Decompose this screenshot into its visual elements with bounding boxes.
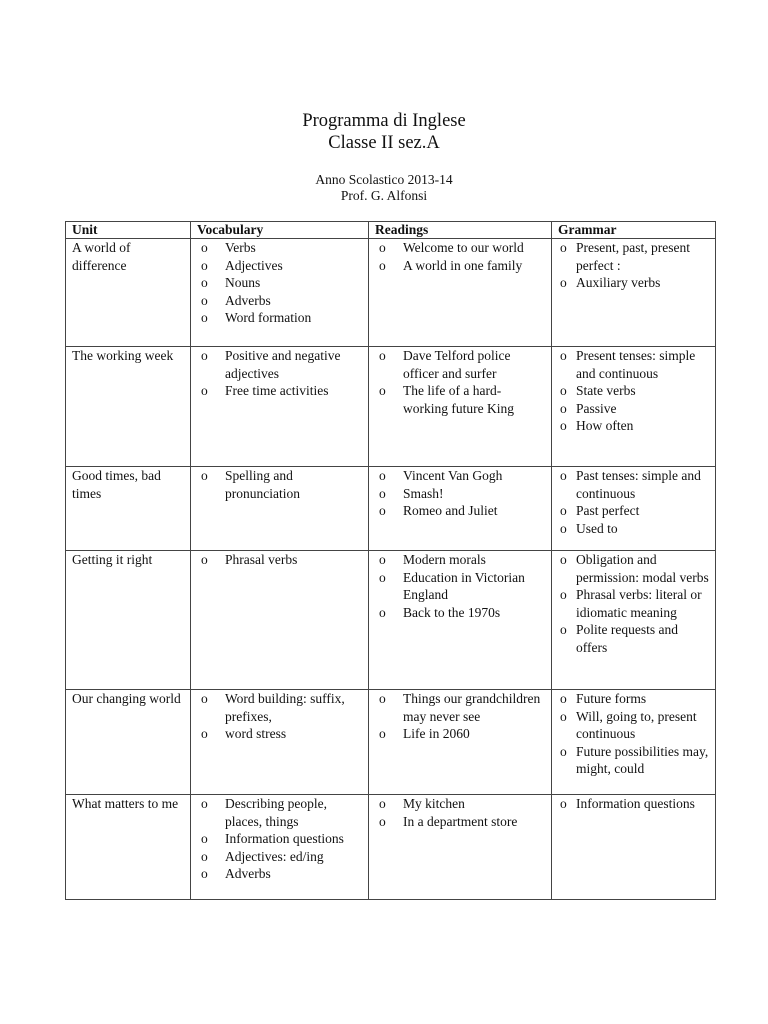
table-row [66, 690, 716, 795]
readings-cell [369, 467, 552, 551]
header-unit: Unit [66, 222, 191, 239]
list-item [197, 551, 362, 569]
list-item-text: Adjectives [225, 257, 283, 273]
list-item [558, 400, 709, 418]
table-row [66, 467, 716, 551]
readings-list [375, 347, 545, 417]
bullet-icon: o [560, 691, 567, 706]
vocabulary-cell [191, 239, 369, 347]
bullet-icon: o [201, 726, 208, 741]
list-item-text: Auxiliary verbs [576, 275, 661, 290]
list-item-text: Welcome to our world [403, 240, 524, 255]
list-item [375, 569, 545, 604]
list-item [375, 347, 545, 382]
bullet-icon: o [560, 520, 567, 536]
list-item [558, 621, 709, 656]
list-item [558, 347, 709, 382]
list-item-text: Will, going to, present continuous [576, 708, 697, 741]
bullet-icon: o [379, 348, 386, 363]
grammar-list [558, 551, 709, 656]
list-item-text: Things our grandchildren may never see [403, 691, 541, 724]
list-item [558, 551, 709, 586]
bullet-icon: o [560, 348, 567, 363]
list-item-text: My kitchen [403, 796, 465, 811]
list-item [558, 467, 709, 502]
list-item [197, 690, 362, 725]
list-item-text: Education in Victorian England [403, 569, 525, 602]
list-item [375, 604, 545, 622]
list-item [197, 274, 362, 292]
readings-list [375, 795, 545, 830]
grammar-cell [552, 795, 716, 900]
list-item-text: The life of a hard-working future King [403, 383, 514, 416]
grammar-list [558, 239, 709, 292]
list-item [197, 848, 362, 866]
vocabulary-cell [191, 467, 369, 551]
list-item [375, 485, 545, 503]
list-item-text: Present, past, present perfect : [576, 240, 690, 273]
bullet-icon: o [201, 383, 208, 398]
list-item [197, 309, 362, 327]
grammar-cell [552, 467, 716, 551]
bullet-icon: o [560, 622, 567, 637]
list-item [375, 382, 545, 417]
vocabulary-list [197, 347, 362, 400]
bullet-icon: o [379, 796, 386, 811]
list-item-text: Past tenses: simple and continuous [576, 468, 701, 501]
list-item-text: Smash! [403, 485, 444, 501]
bullet-icon: o [379, 485, 386, 501]
grammar-cell [552, 347, 716, 467]
vocabulary-cell [191, 795, 369, 900]
bullet-icon: o [201, 796, 208, 811]
bullet-icon: o [201, 691, 208, 706]
bullet-icon: o [379, 813, 386, 829]
list-item-text: State verbs [576, 383, 636, 398]
table-row [66, 347, 716, 467]
list-item [197, 239, 362, 257]
list-item-text: In a department store [403, 813, 518, 829]
list-item-text: Used to [576, 520, 618, 536]
vocabulary-cell [191, 347, 369, 467]
list-item-text: Back to the 1970s [403, 604, 501, 620]
bullet-icon: o [201, 240, 208, 255]
readings-cell [369, 239, 552, 347]
list-item [375, 257, 545, 275]
list-item [197, 865, 362, 883]
list-item [558, 239, 709, 274]
list-item [558, 708, 709, 743]
bullet-icon: o [201, 866, 208, 881]
list-item [375, 725, 545, 743]
list-item-text: Phrasal verbs [225, 552, 298, 567]
list-item-text: Verbs [225, 240, 256, 255]
list-item [375, 690, 545, 725]
list-item [197, 347, 362, 382]
list-item-text: Vincent Van Gogh [403, 468, 503, 483]
list-item [197, 467, 362, 502]
grammar-list [558, 467, 709, 537]
list-item-text: Positive and negative adjectives [225, 348, 341, 381]
list-item [375, 502, 545, 520]
bullet-icon: o [201, 292, 208, 308]
bullet-icon: o [379, 383, 386, 398]
list-item [375, 239, 545, 257]
unit-cell: Our changing world [66, 690, 191, 795]
readings-list [375, 690, 545, 743]
bullet-icon: o [560, 708, 567, 724]
grammar-list [558, 347, 709, 435]
list-item-text: Passive [576, 400, 617, 416]
header-vocabulary: Vocabulary [191, 222, 369, 239]
list-item-text: Present tenses: simple and continuous [576, 348, 696, 381]
bullet-icon: o [560, 275, 567, 290]
vocabulary-cell [191, 551, 369, 690]
bullet-icon: o [379, 569, 386, 585]
list-item [197, 795, 362, 830]
bullet-icon: o [201, 310, 208, 325]
list-item-text: Phrasal verbs: literal or idiomatic meaning [576, 587, 702, 620]
table-row [66, 795, 716, 900]
list-item-text: Adjectives: ed/ing [225, 848, 324, 864]
readings-cell [369, 690, 552, 795]
vocabulary-cell [191, 690, 369, 795]
vocabulary-list [197, 551, 362, 569]
list-item-text: Describing people, places, things [225, 796, 327, 829]
readings-list [375, 239, 545, 274]
readings-cell [369, 795, 552, 900]
bullet-icon: o [379, 726, 386, 741]
table-row [66, 551, 716, 690]
list-item [558, 743, 709, 778]
vocabulary-list [197, 467, 362, 502]
class-section: Classe II sez.A [328, 133, 440, 153]
bullet-icon: o [379, 468, 386, 483]
bullet-icon: o [560, 552, 567, 567]
bullet-icon: o [379, 503, 386, 518]
list-item [375, 551, 545, 569]
list-item [197, 257, 362, 275]
list-item [375, 795, 545, 813]
list-item [558, 520, 709, 538]
school-year: Anno Scolastico 2013-14 [315, 172, 453, 187]
bullet-icon: o [379, 240, 386, 255]
list-item [558, 690, 709, 708]
bullet-icon: o [379, 691, 386, 706]
bullet-icon: o [560, 503, 567, 518]
bullet-icon: o [201, 468, 208, 483]
list-item [558, 417, 709, 435]
vocabulary-list [197, 690, 362, 743]
list-item-text: Word building: suffix, prefixes, [225, 691, 345, 724]
list-item-text: Past perfect [576, 503, 640, 518]
unit-cell: Good times, bad times [66, 467, 191, 551]
table-header-row [66, 222, 716, 239]
list-item-text: Information questions [225, 831, 344, 846]
table-row [66, 239, 716, 347]
document-title: Programma di Inglese [302, 111, 466, 131]
list-item [558, 382, 709, 400]
list-item-text: Nouns [225, 275, 261, 290]
vocabulary-list [197, 795, 362, 883]
list-item [197, 725, 362, 743]
list-item [558, 274, 709, 292]
list-item-text: Future forms [576, 691, 647, 706]
list-item-text: Future possibilities may, might, could [576, 743, 709, 776]
bullet-icon: o [560, 468, 567, 483]
readings-list [375, 551, 545, 621]
list-item [558, 502, 709, 520]
bullet-icon: o [201, 275, 208, 290]
bullet-icon: o [201, 257, 208, 273]
list-item-text: Romeo and Juliet [403, 503, 498, 518]
bullet-icon: o [560, 418, 567, 433]
unit-cell: What matters to me [66, 795, 191, 900]
grammar-list [558, 690, 709, 778]
list-item [197, 382, 362, 400]
list-item-text: Dave Telford police officer and surfer [403, 348, 511, 381]
bullet-icon: o [379, 552, 386, 567]
list-item [558, 586, 709, 621]
list-item-text: Life in 2060 [403, 726, 470, 741]
list-item-text: Word formation [225, 310, 312, 325]
list-item [558, 795, 709, 813]
bullet-icon: o [379, 604, 386, 620]
readings-cell [369, 347, 552, 467]
list-item-text: How often [576, 418, 634, 433]
syllabus-table [65, 221, 716, 900]
list-item [197, 292, 362, 310]
bullet-icon: o [560, 240, 567, 255]
grammar-list [558, 795, 709, 813]
header-grammar: Grammar [552, 222, 716, 239]
unit-cell: A world of difference [66, 239, 191, 347]
grammar-cell [552, 690, 716, 795]
bullet-icon: o [201, 831, 208, 846]
list-item-text: Spelling and pronunciation [225, 468, 300, 501]
bullet-icon: o [560, 587, 567, 602]
unit-cell: The working week [66, 347, 191, 467]
list-item-text: word stress [225, 726, 287, 741]
list-item [375, 467, 545, 485]
list-item-text: Polite requests and offers [576, 622, 678, 655]
bullet-icon: o [560, 743, 567, 759]
list-item-text: Adverbs [225, 292, 271, 308]
list-item-text: Adverbs [225, 866, 271, 881]
bullet-icon: o [560, 796, 567, 811]
vocabulary-list [197, 239, 362, 327]
header-readings: Readings [369, 222, 552, 239]
list-item-text: Modern morals [403, 552, 486, 567]
list-item-text: Obligation and permission: modal verbs [576, 552, 709, 585]
grammar-cell [552, 551, 716, 690]
list-item-text: Information questions [576, 796, 695, 811]
bullet-icon: o [379, 257, 386, 273]
bullet-icon: o [201, 348, 208, 363]
bullet-icon: o [560, 400, 567, 416]
list-item-text: A world in one family [403, 257, 523, 273]
bullet-icon: o [201, 552, 208, 567]
teacher-name: Prof. G. Alfonsi [340, 188, 428, 203]
grammar-cell [552, 239, 716, 347]
list-item [197, 830, 362, 848]
unit-cell: Getting it right [66, 551, 191, 690]
readings-cell [369, 551, 552, 690]
list-item-text: Free time activities [225, 383, 329, 398]
bullet-icon: o [560, 383, 567, 398]
bullet-icon: o [201, 848, 208, 864]
list-item [375, 813, 545, 831]
readings-list [375, 467, 545, 520]
